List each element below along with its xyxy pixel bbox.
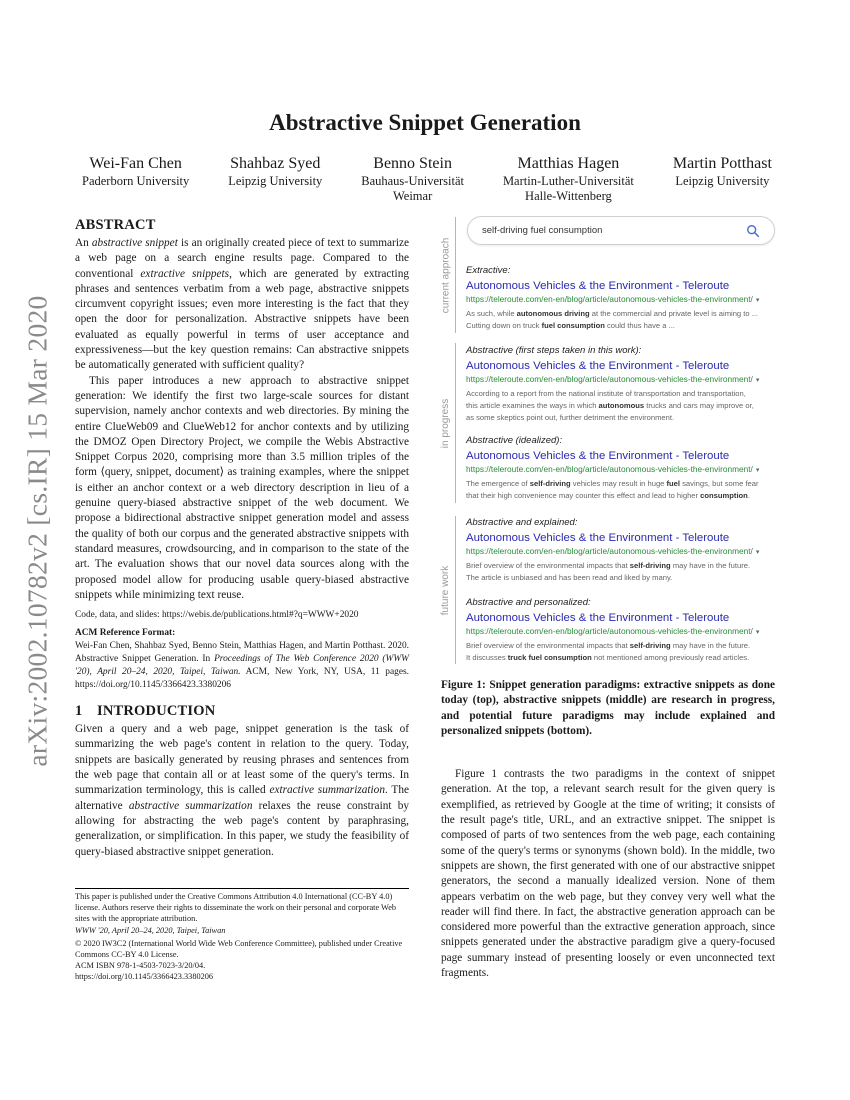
- result-kind-label: Abstractive (idealized):: [466, 435, 563, 446]
- search-result-abstractive-first-steps: [466, 344, 778, 424]
- author-affiliation-line2: Weimar: [392, 189, 433, 203]
- result-snippet: [466, 388, 778, 424]
- text: An: [75, 237, 92, 249]
- text: Cutting down on truck: [466, 321, 542, 330]
- search-input[interactable]: [467, 216, 775, 245]
- author-name: Wei-Fan Chen: [89, 155, 182, 172]
- result-title-link[interactable]: Autonomous Vehicles & the Environment - Teleroute: [466, 280, 730, 292]
- text: Brief overview of the environmental impacts that: [466, 641, 630, 650]
- author-affiliation: Leipzig University: [228, 174, 323, 188]
- text: According to a report from the national institute of transportation and transportation,: [466, 389, 746, 398]
- venue-text: WWW '20, April 20–24, 2020, Taipei, Taiwan: [75, 926, 226, 935]
- text: . The alternative: [75, 784, 409, 812]
- emphasis: extractive snippets: [140, 267, 230, 280]
- result-kind-label: Extractive:: [466, 265, 511, 276]
- dropdown-arrow-icon[interactable]: ▾: [755, 549, 760, 556]
- introduction-paragraph: [75, 722, 409, 860]
- section-number: 1: [75, 703, 83, 720]
- author-name: Martin Potthast: [672, 155, 772, 172]
- author: [361, 154, 464, 204]
- result-url-text: https://teleroute.com/en-en/blog/article/autonomous-vehicles-the-environment/: [466, 294, 753, 304]
- dropdown-arrow-icon[interactable]: ▾: [755, 467, 760, 474]
- result-url-text: https://teleroute.com/en-en/blog/article/autonomous-vehicles-the-environment/: [466, 374, 753, 384]
- author: [673, 154, 772, 204]
- abstract-paragraph-1: [75, 236, 409, 374]
- result-kind-label: Abstractive (first steps taken in this work):: [466, 345, 642, 356]
- text: The article is unbiased and has been read and liked by many.: [466, 573, 673, 582]
- emphasis: extractive summarization: [269, 784, 385, 797]
- group-label: [439, 343, 453, 503]
- group-label-text: future work: [440, 565, 452, 615]
- author: [503, 154, 634, 204]
- arxiv-identifier: arXiv:2002.10782v2 [cs.IR] 15 Mar 2020: [22, 295, 54, 767]
- search-result-abstractive-personalized: [466, 596, 778, 664]
- author-name: Benno Stein: [373, 155, 452, 172]
- text: ACM, New York, NY, USA, 11 pages. https://doi.org/10.1145/3366423.3380206: [75, 667, 409, 691]
- text: .: [747, 491, 750, 500]
- result-snippet: [466, 640, 778, 664]
- author: [82, 154, 189, 204]
- author-name: Shahbaz Syed: [230, 155, 321, 172]
- text: as some skeptics point out, further detriment the environment.: [466, 413, 675, 422]
- result-url[interactable]: [466, 626, 778, 638]
- result-url[interactable]: [466, 374, 778, 386]
- emphasis: abstractive snippet: [91, 237, 178, 249]
- result-snippet: [466, 308, 778, 332]
- text: not mentioned among previously read articles.: [591, 653, 750, 662]
- abstract-paragraph-2: This paper introduces a new approach to abstractive snippet generation: We identify the first two large-scale sources for distant supervision, namely anchor contexts and web directories. By mining the entire ClueWeb09 and ClueWeb12 for anchor contexts and by utilizing the DMOZ Open Directory Project, we compile the Webis Abstractive Snippet Corpus 2020, comprising more than 3.5 million triples of the form ⟨query, snippet, document⟩ as training examples, where the snippet is either an anchor context or a web directory description in lieu of a genuine query-biased abstractive snippet of the web document. We propose a bidirectional abstractive snippet generation model and assess the quality of both our corpus and the generated abstractive snippets with standard measures, crowdsourcing, and in comparison to the state of the art. The evaluation shows that our novel data sources along with the proposed model allow for producing usable query-biased abstractive snippets while minimizing text reuse.: [75, 374, 409, 601]
- result-url[interactable]: [466, 546, 778, 558]
- bold-term: self-driving: [529, 479, 571, 488]
- dropdown-arrow-icon[interactable]: ▾: [755, 377, 760, 384]
- dropdown-arrow-icon[interactable]: ▾: [755, 297, 760, 304]
- search-result-abstractive-explained: [466, 516, 778, 584]
- search-result-abstractive-idealized: [466, 434, 778, 502]
- search-result-extractive: [466, 264, 778, 332]
- bold-term: fuel: [666, 479, 681, 488]
- text: As such, while: [466, 309, 517, 318]
- author-name: Matthias Hagen: [517, 155, 620, 172]
- text: Wei-Fan Chen, Shahbaz Syed, Benno Stein, Matthias Hagen, and Martin Potthast. 2020. Abstractive Snippet Generation. In: [75, 641, 409, 665]
- bold-term: truck fuel consumption: [507, 653, 592, 662]
- paper-title: Abstractive Snippet Generation: [269, 110, 581, 135]
- body-paragraph: Figure 1 contrasts the two paradigms in the context of snippet generation. At the top, a relevant search result for the given query is exemplified, as retrieved by Google at the time of writing; it consists of the result page's title, URL, and an extractive snippet. The snippet is composed of parts of two sentences from the web page, each containing some of the query's terms or synonyms (shown bold). In the middle, two snippets are shown, the first generated with one of our abstractive snippet generators, the second a manually idealized version. None of them appears verbatim on the web page, but they convey very well what the reader will find there. In fact, the abstractive generation approach can be considered more powerful than the extractive generation approach, since snippets generated under the abstractive paradigm give a query-focused page summary instead of presenting loosely or even unconnected text fragments.: [441, 768, 775, 980]
- result-url[interactable]: [466, 464, 778, 476]
- result-title-link[interactable]: Autonomous Vehicles & the Environment - Teleroute: [466, 450, 730, 462]
- text: vehicles may result in huge: [570, 479, 667, 488]
- bold-term: fuel consumption: [541, 321, 605, 330]
- author: [228, 154, 322, 204]
- group-label: [439, 516, 453, 664]
- author-affiliation: Martin-Luther-Universität: [502, 174, 634, 188]
- license-text: This paper is published under the Creative Commons Attribution 4.0 International (CC-BY 4.0) license. Authors reserve their rights to disseminate the work on their personal and corporate Web sites with the appropriate attribution.: [75, 892, 397, 923]
- abstract-heading: ABSTRACT: [75, 217, 156, 233]
- bold-term: self-driving: [629, 561, 671, 570]
- bold-term: autonomous: [598, 401, 645, 410]
- group-divider-line: [455, 217, 456, 333]
- author-affiliation: Bauhaus-Universität: [361, 174, 464, 188]
- figure-caption: Figure 1: Snippet generation paradigms: extractive snippets as done today (top), abstractive snippets (middle) are research in progress, and potential future paradigms may include explained and personalized snippets (bottom).: [441, 679, 775, 737]
- author-list: [82, 154, 772, 204]
- result-url-text: https://teleroute.com/en-en/blog/article/autonomous-vehicles-the-environment/: [466, 626, 753, 636]
- introduction-heading: [75, 702, 409, 720]
- group-divider-line: [455, 516, 456, 664]
- result-title-link[interactable]: Autonomous Vehicles & the Environment - Teleroute: [466, 532, 730, 544]
- author-affiliation-line2: Halle-Wittenberg: [525, 189, 612, 203]
- text: The emergence of: [466, 479, 530, 488]
- text: may have in the future.: [670, 641, 751, 650]
- group-divider-line: [455, 343, 456, 503]
- text: relaxes the reuse constraint by allowing for abstracting the web page's content by paraphrasing, generalization, or simplification. In this paper, we study the feasibility of query-biased abstractive snippet generation.: [75, 799, 410, 858]
- result-url-text: https://teleroute.com/en-en/blog/article/autonomous-vehicles-the-environment/: [466, 546, 753, 556]
- text: may have in the future.: [670, 561, 751, 570]
- text: It discusses: [466, 653, 508, 662]
- author-affiliation: Leipzig University: [675, 174, 770, 188]
- group-label-text: in progress: [440, 398, 452, 448]
- text: is an originally created piece of text to summarize a web page on a search engine results page. Compared to the conventional: [75, 237, 409, 280]
- doi-link[interactable]: https://doi.org/10.1145/3366423.3380206: [75, 972, 214, 981]
- text: this article examines the ways in which: [466, 401, 599, 410]
- emphasis: abstractive summarization: [128, 799, 253, 812]
- search-query: self-driving fuel consumption: [482, 225, 603, 236]
- result-url-text: https://teleroute.com/en-en/blog/article/autonomous-vehicles-the-environment/: [466, 464, 753, 474]
- footnote-divider: [75, 888, 409, 889]
- group-label-text: current approach: [440, 237, 452, 313]
- result-url[interactable]: [466, 294, 778, 306]
- right-column: [441, 210, 775, 981]
- result-title-link[interactable]: Autonomous Vehicles & the Environment - Teleroute: [466, 360, 730, 372]
- isbn-text: ACM ISBN 978-1-4503-7023-3/20/04.: [75, 961, 206, 970]
- footnote: [75, 891, 409, 982]
- search-icon[interactable]: [746, 224, 760, 238]
- acm-reference-heading: ACM Reference Format:: [75, 628, 176, 639]
- bold-term: autonomous driving: [516, 309, 590, 318]
- group-label: [439, 217, 453, 333]
- text: could thus have a ...: [604, 321, 675, 330]
- dropdown-arrow-icon[interactable]: ▾: [755, 629, 760, 636]
- result-snippet: [466, 560, 778, 584]
- text: at the commercial and private level is aiming to ...: [589, 309, 759, 318]
- copyright-text: © 2020 IW3C2 (International World Wide Web Conference Committee), published under Creative Commons CC-BY 4.0 License.: [75, 939, 403, 959]
- arxiv-stamp: [13, 296, 63, 766]
- acm-reference-text: [75, 640, 409, 692]
- author-affiliation: Paderborn University: [82, 174, 190, 188]
- section-title: INTRODUCTION: [97, 703, 216, 720]
- text: Brief overview of the environmental impacts that: [466, 561, 630, 570]
- bold-term: consumption: [700, 491, 748, 500]
- bold-term: self-driving: [629, 641, 671, 650]
- text: savings, but some fear: [680, 479, 759, 488]
- text: , which are generated by extracting phrases and sentences verbatim from a web page, abstractive snippets circumvent copyright issues; even more interesting is the fact that they open the door for personalization. Abstractive snippets have been evaluated as equally powerful in terms of user acceptance and expressiveness—but the key question remains: Can abstractive snippets be automatically generated with sufficient quality?: [75, 267, 409, 372]
- emphasis: Proceedings of The Web Conference 2020 (WWW '20), April 20–24, 2020, Taipei, Taiwan.: [75, 654, 409, 678]
- figure-1: [441, 210, 781, 672]
- code-data-link[interactable]: Code, data, and slides: https://webis.de/publications.html#?q=WWW+2020: [75, 610, 359, 621]
- result-kind-label: Abstractive and explained:: [466, 517, 578, 528]
- result-snippet: [466, 478, 778, 502]
- text: trucks and cars may improve or,: [644, 401, 754, 410]
- result-kind-label: Abstractive and personalized:: [466, 597, 591, 608]
- text: Given a query and a web page, snippet generation is the task of summarizing the web page's content in relation to the query. Today, snippets are basically generated by reusing phrases and sentences from the web page that contain all or at least some of the query's terms. In summarization terminology, this is called: [75, 723, 409, 797]
- left-column: [75, 216, 409, 860]
- text: that their high convenience may counter this effect and lead to higher: [466, 491, 701, 500]
- result-title-link[interactable]: Autonomous Vehicles & the Environment - Teleroute: [466, 612, 730, 624]
